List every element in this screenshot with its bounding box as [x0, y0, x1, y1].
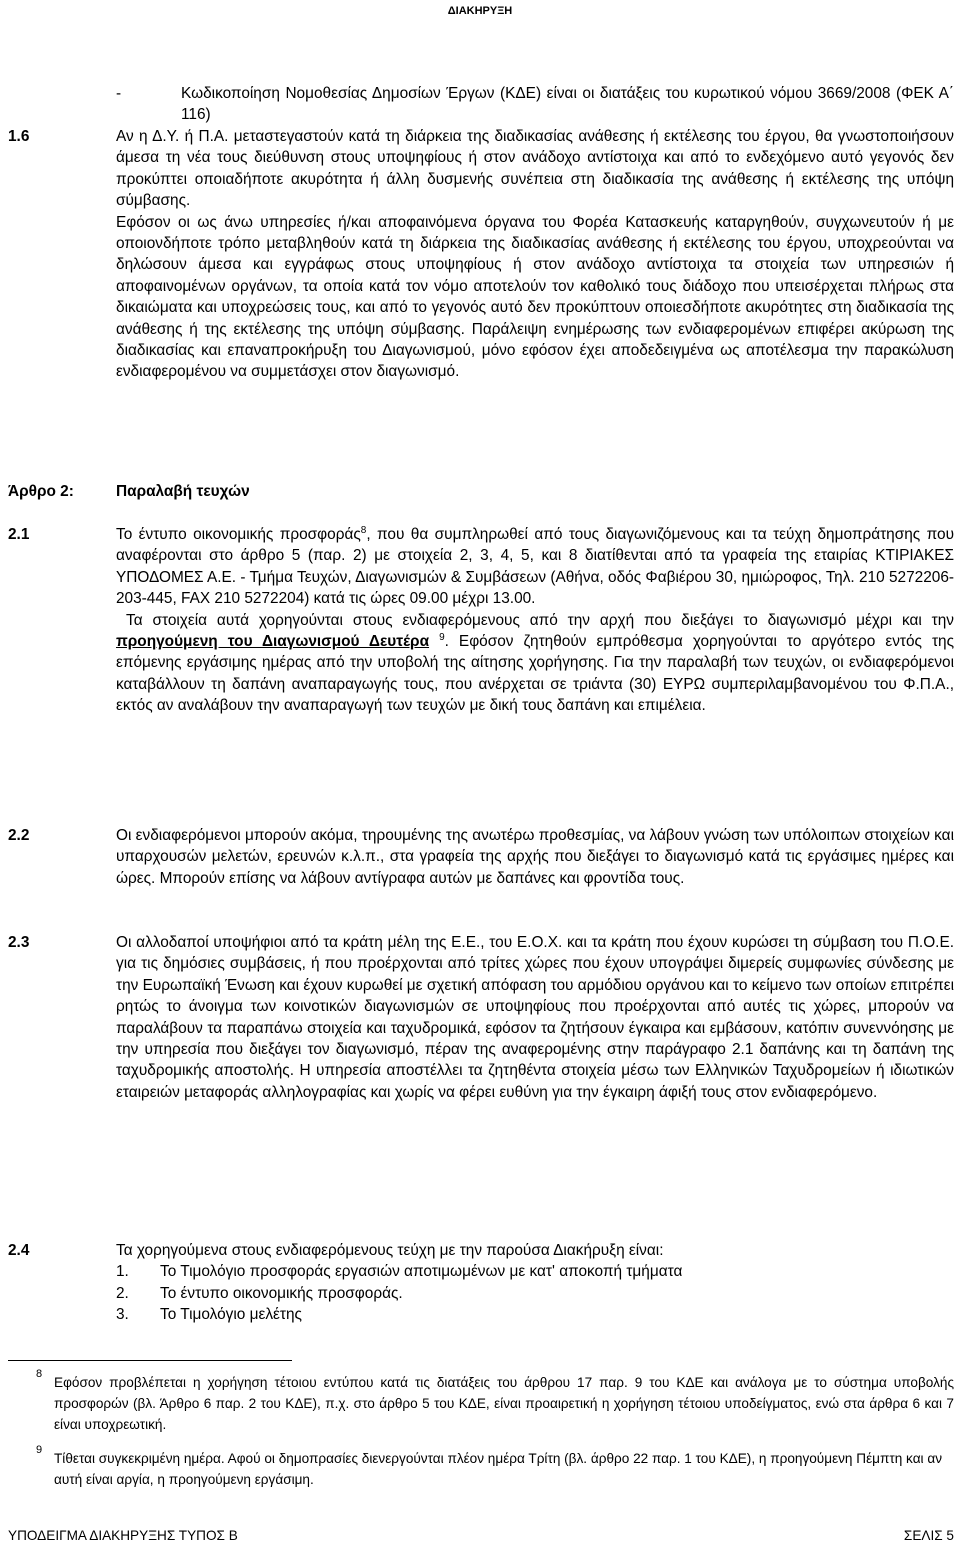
section-number-2-2: 2.2 — [8, 827, 30, 844]
bullet-dash: - — [116, 85, 122, 102]
footnote-ref-9: 9 — [439, 631, 445, 643]
section-2-4-intro: Τα χορηγούμενα στους ενδιαφερόμενους τεύχη με την παρούσα Διακήρυξη είναι: — [116, 1242, 664, 1259]
footnote-9: Τίθεται συγκεκριμένη ημέρα. Αφού οι δημοπρασίες διενεργούνται πλέον ημέρα Τρίτη (βλ. άρθρο 22 παρ. 1 του ΚΔΕ), η προηγούμενη Πέμπτη και αν αυτή είναι αργία, η προηγούμενη εργάσιμη. — [54, 1451, 943, 1487]
list-item-number: 3. — [116, 1306, 129, 1324]
section-2-1-para-2 — [116, 610, 954, 717]
article-label: Άρθρο 2: — [8, 483, 74, 500]
list-item-text: Το Τιμολόγιο μελέτης — [160, 1306, 302, 1324]
section-2-4 — [116, 1240, 954, 1326]
list-item — [116, 1261, 954, 1282]
list-item — [116, 1283, 954, 1304]
list-item — [116, 1304, 954, 1325]
footnote-ref-8: 8 — [360, 524, 367, 536]
section-2-1-para-1 — [116, 524, 954, 610]
footer-document-title: ΥΠΟΔΕΙΓΜΑ ΔΙΑΚΗΡΥΞΗΣ ΤΥΠΟΣ Β — [8, 1528, 238, 1543]
footnote-mark-8: 8 — [36, 1368, 43, 1380]
section-number-1-6: 1.6 — [8, 128, 30, 145]
footnote-mark-9: 9 — [36, 1444, 43, 1456]
section-2-1-text-d: . Εφόσον ζητηθούν εμπρόθεσμα χορηγούνται το αργότερο εντός της επόμενης εργάσιμης ημέρας από την υποβολή της αίτησης χορήγησης. Για την παραλαβή των τευχών, οι ενδιαφερόμενοι καταβάλλουν τη δαπάνη αναπαραγωγής τους, που ανέρχεται σε τριάντα (30) ΕΥΡΩ συμπεριλαμβανομένου του Φ.Π.Α., εκτός αν αναλάβουν την αναπαραγωγή των τευχών με δική τους δαπάνη και επιμέλεια. — [116, 633, 955, 715]
bullet-text: Κωδικοποίηση Νομοθεσίας Δημοσίων Έργων (ΚΔΕ) είναι οι διατάξεις του κυρωτικού νόμου 3669/2008 (ΦΕΚ Α΄ 116) — [181, 85, 954, 124]
list-item-number: 1. — [116, 1263, 129, 1281]
section-2-3: Οι αλλοδαποί υποψήφιοι από τα κράτη μέλη της Ε.Ε., του Ε.Ο.Χ. και τα κράτη που έχουν κυρώσει τη σύμβαση του Π.Ο.Ε. για τις δημόσιες συμβάσεις, ή που προέρχονται από τρίτες χώρες που έχουν υπογράψει διμερείς συμφωνίες σύνδεσης με την Ευρωπαϊκή Ένωση και έχουν κυρωθεί με σχετική απόφαση του αρμόδιου οργάνου και το κείμενο των οποίων επιτρέπει ρητώς το άνοιγμα των κοινοτικών διαγωνισμών σε υποψηφίους που προέρχονται από αυτές τις χώρες, μπορούν να παραλάβουν τα παραπάνω στοιχεία και ταχυδρομικά, εφόσον τα ζητήσουν έγκαιρα και εμβάσουν, κατόπιν συνεννόησης με την υπηρεσία που διεξάγει τον διαγωνισμό, πέραν της αναφερομένης στην παράγραφο 2.1 δαπάνης και τη δαπάνη της ταχυδρομικής αποστολής. Η υπηρεσία αποστέλλει τα ζητηθέντα στοιχεία μέσω των Ελληνικών Ταχυδρομείων ή ιδιωτικών εταιρειών μεταφοράς αλληλογραφίας και χωρίς να φέρει ευθύνη για την έγκαιρη άφιξή τους στον ενδιαφερόμενο. — [116, 934, 954, 1101]
section-number-2-1: 2.1 — [8, 526, 30, 543]
section-2-1-text-c: Τα στοιχεία αυτά χορηγούνται στους ενδιαφερόμενους από την αρχή που διεξάγει το διαγωνισμό μέχρι και την — [126, 611, 954, 629]
section-2-1-text-a: Το έντυπο οικονομικής προσφοράς — [116, 526, 361, 543]
list-item-number: 2. — [116, 1284, 129, 1302]
section-1-6-para-1: Αν η Δ.Υ. ή Π.Α. μεταστεγαστούν κατά τη διάρκεια της διαδικασίας ανάθεσης ή εκτέλεσης του έργου, θα γνωστοποιήσουν άμεσα τη νέα τους διεύθυνση στους υποψηφίους ή στον ανάδοχο αντίστοιχα και από το ενδεχόμενο αυτό γεγονός δεν προκύπτει οποιαδήποτε ακυρότητα ή άλλη δυσμενής συνέπεια στη διαδικασία της ανάθεσης ή εκτέλεσης της υπόψη σύμβασης. — [116, 128, 954, 210]
footer-page-number: ΣΕΛΙΣ 5 — [903, 1528, 954, 1543]
list-item-text: Το έντυπο οικονομικής προσφοράς. — [160, 1284, 403, 1302]
section-2-2: Οι ενδιαφερόμενοι μπορούν ακόμα, τηρουμένης της ανωτέρω προθεσμίας, να λάβουν γνώση των υπόλοιπων στοιχείων και υπαρχουσών μελετών, ερευνών κ.λ.π., στα γραφεία της αρχής που διεξάγει το διαγωνισμό κατά τις εργάσιμες ημέρες και ώρες. Μπορούν επίσης να λάβουν αντίγραφα αυτών με δαπάνες και φροντίδα τους. — [116, 827, 954, 887]
section-2-1-text-b: , που θα συμπληρωθεί από τους διαγωνιζόμενους και τα τεύχη δημοπράτησης που αναφέρονται στο άρθρο 5 (παρ. 2) με στοιχεία 2, 3, 4, 5, και 8 διατίθενται από τα γραφεία της εταιρίας ΚΤΙΡΙΑΚΕΣ ΥΠΟΔΟΜΕΣ Α.Ε. - Τμήμα Τευχών, Διαγωνισμών & Συμβάσεων (Αθήνα, οδός Φαβιέρου 30, ημιώροφος, Τηλ. 210 5272206-203-445, FAX 210 5272204) κατά τις ώρες 09.00 μέχρι 13.00. — [116, 526, 954, 608]
section-number-2-4: 2.4 — [8, 1242, 30, 1259]
section-1-6-para-2: Εφόσον οι ως άνω υπηρεσίες ή/και αποφαινόμενα όργανα του Φορέα Κατασκευής καταργηθούν, συγχωνευτούν ή με οποιονδήποτε τρόπο μεταβληθούν κατά τη διάρκεια της διαδικασίας ανάθεσης ή εκτέλεσης του έργου, υποχρεούνται να δηλώσουν άμεσα και εγγράφως στους υποψηφίους ή στον ανάδοχο αντίστοιχα τα στοιχεία των υπηρεσιών ή αποφαινομένων οργάνων, τα οποία κατά τον νόμο αποτελούν τον καθολικό τους διάδοχο που υπεισέρχεται πλήρως στα δικαιώματα και υποχρεώσεις τους, και από το γεγονός αυτό δεν προκύπτουν οποιεσδήποτε ακυρότητες στη διαδικασία της ανάθεσης ή της εκτέλεσης της υπόψη σύμβασης. Παράλειψη ενημέρωσης των ενδιαφερομένων επιφέρει ακύρωση της διαδικασίας και επαναπροκήρυξη του Διαγωνισμού, μόνο εφόσον έχει αποδεδειγμένα ως αποτέλεσμα την παρακώλυση ενδιαφερομένου να συμμετάσχει στον διαγωνισμό. — [116, 213, 954, 381]
section-2-1 — [116, 524, 954, 717]
footnote-separator — [8, 1360, 292, 1361]
article-title: Παραλαβή τευχών — [116, 483, 250, 500]
deadline-emphasis: προηγούμενη του Διαγωνισμού Δευτέρα — [116, 633, 430, 651]
section-1-6 — [116, 126, 954, 383]
list-item-text: Το Τιμολόγιο προσφοράς εργασιών αποτιμωμένων με κατ' αποκοπή τμήματα — [160, 1263, 683, 1281]
page-header: ΔΙΑΚΗΡΥΞΗ — [447, 5, 513, 17]
footnote-8: Εφόσον προβλέπεται η χορήγηση τέτοιου εντύπου κατά τις διατάξεις του άρθρου 17 παρ. 9 του ΚΔΕ και ανάλογα με το σύστημα υποβολής προσφορών (βλ. Άρθρο 6 παρ. 2 του ΚΔΕ), π.χ. στο άρθρο 5 του ΚΔΕ, είναι προαιρετική η χορήγηση τέτοιου υποδείγματος, ενώ στα άρθρα 6 και 7 είναι υποχρεωτική. — [54, 1375, 954, 1432]
section-number-2-3: 2.3 — [8, 934, 30, 951]
